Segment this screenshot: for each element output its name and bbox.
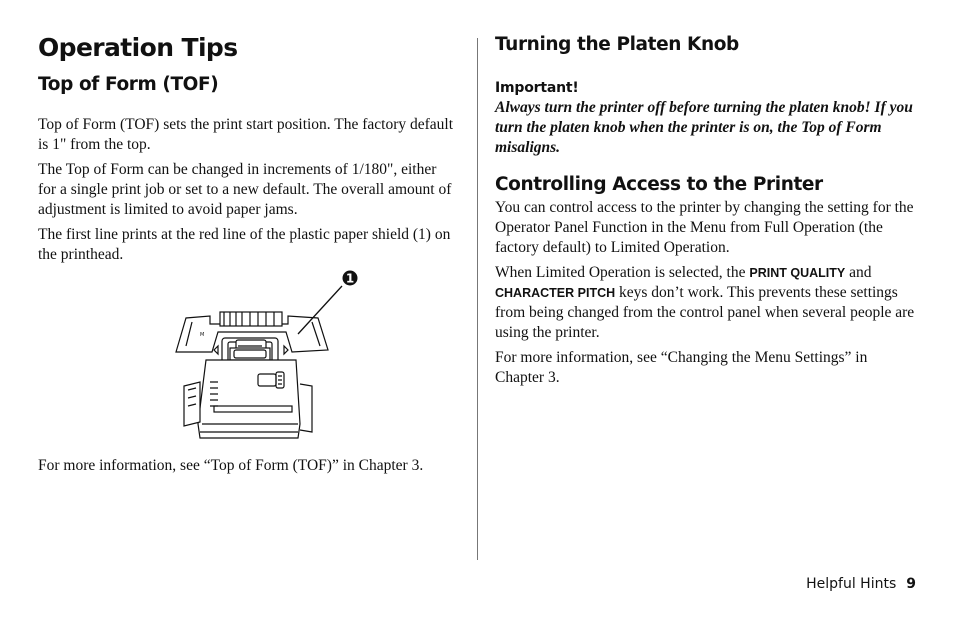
access-paragraph-2-and: and (845, 264, 872, 281)
access-more-info: For more information, see “Changing the Menu Settings” in Chapter 3. (495, 349, 868, 386)
left-column (38, 30, 458, 265)
page-title: Operation Tips (38, 33, 238, 62)
right-column (495, 30, 920, 388)
section-heading-access: Controlling Access to the Printer (495, 174, 823, 195)
column-divider (477, 38, 478, 560)
page-footer (806, 576, 916, 592)
shield-mark: M (200, 332, 205, 338)
character-pitch-key: CHARACTER PITCH (495, 286, 616, 300)
print-quality-key: PRINT QUALITY (749, 266, 846, 280)
tof-paragraph-1: Top of Form (TOF) sets the print start position. The factory default is 1" from the top. (38, 116, 454, 153)
page-number: 9 (906, 576, 916, 592)
tof-more-info: For more information, see “Top of Form (TOF)” in Chapter 3. (38, 457, 424, 474)
footer-section-name: Helpful Hints (806, 576, 897, 592)
printhead-drawing (170, 266, 370, 446)
access-paragraph-2-start: When Limited Operation is selected, the (495, 264, 750, 281)
section-heading-tof: Top of Form (TOF) (38, 74, 219, 95)
access-paragraph-2-end: keys don’t work. This prevents these settings from being changed from the control panel when several people are using the printer. (495, 284, 915, 341)
callout-number: 1 (345, 271, 355, 286)
section-heading-platen: Turning the Platen Knob (495, 34, 739, 55)
printhead-illustration (170, 266, 370, 446)
important-label: Important! (495, 80, 579, 96)
access-paragraph-1: You can control access to the printer by changing the setting for the Operator Panel Function in the Menu from Full Operation (the factory default) to Limited Operation. (495, 199, 914, 256)
access-paragraph-2 (495, 263, 920, 343)
platen-warning: Always turn the printer off before turning the platen knob! If you turn the platen knob when the printer is on, the Top of Form misaligns. (495, 99, 913, 156)
tof-paragraph-3: The first line prints at the red line of the plastic paper shield (1) on the printhead. (38, 226, 451, 263)
tof-paragraph-2: The Top of Form can be changed in increments of 1/180", either for a single print job or set to a new default. The overall amount of adjustment is limited to avoid paper jams. (38, 161, 452, 218)
